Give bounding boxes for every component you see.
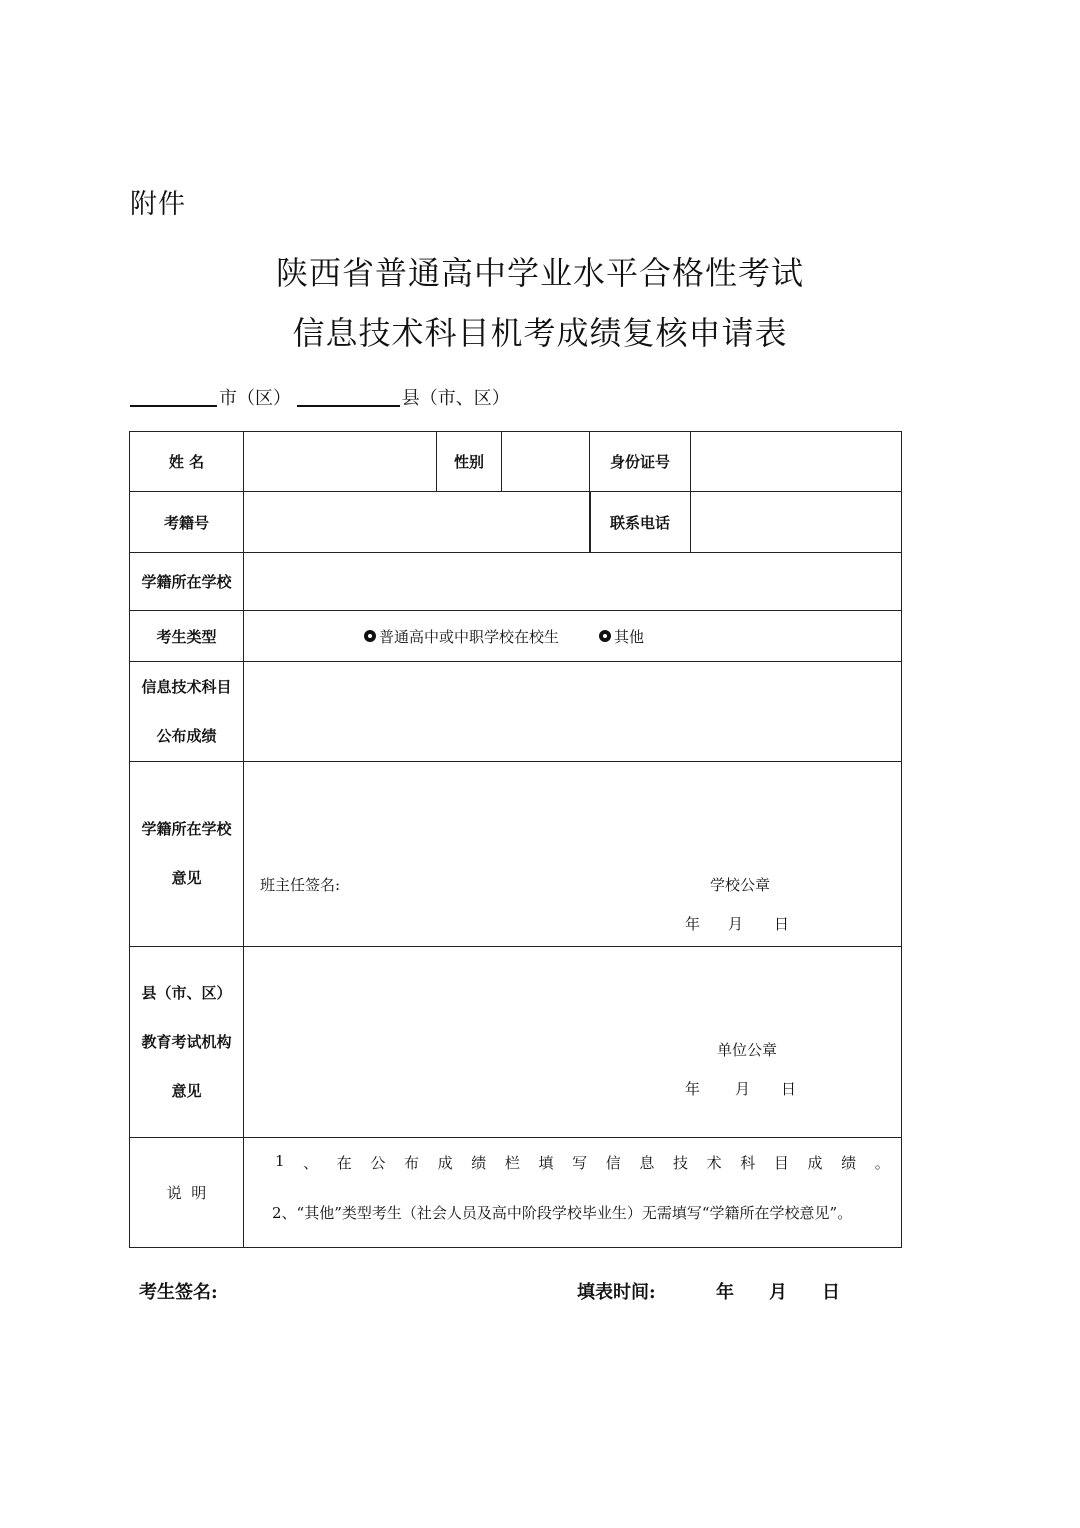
school-date-year: 年	[685, 915, 701, 933]
school-date-day: 日	[774, 915, 790, 933]
region-line	[130, 384, 510, 410]
candidate-type-label: 考生类型	[129, 610, 244, 662]
note-char: 栏	[504, 1154, 520, 1172]
note-char: 成	[437, 1154, 453, 1172]
name-label: 姓 名	[129, 431, 244, 492]
city-label: 市（区）	[219, 388, 291, 409]
note-char: 目	[773, 1154, 789, 1172]
unit-seal-label: 单位公章	[717, 1041, 778, 1059]
exam-number-label: 考籍号	[129, 491, 244, 553]
id-number-label: 身份证号	[589, 431, 691, 492]
exam-number-field[interactable]	[243, 491, 591, 553]
note-char: 信	[605, 1154, 621, 1172]
county-date-month: 月	[735, 1080, 751, 1098]
county-opinion-field[interactable]	[243, 946, 902, 1138]
name-field[interactable]	[243, 431, 437, 492]
annex-label: 附件	[130, 189, 186, 220]
note-char: 布	[404, 1154, 420, 1172]
note-char: 。	[874, 1154, 890, 1172]
note-char: 写	[572, 1154, 588, 1172]
published-score-field[interactable]	[243, 661, 902, 762]
teacher-signature-label: 班主任签名:	[260, 876, 341, 894]
note-char: 在	[336, 1154, 352, 1172]
fill-time-day: 日	[822, 1282, 840, 1303]
phone-label: 联系电话	[589, 491, 691, 553]
note-char: 公	[370, 1154, 386, 1172]
form-title-line-2: 信息技术科目机考成绩复核申请表	[292, 314, 788, 352]
radio-icon	[364, 630, 376, 642]
fill-time-label: 填表时间:	[577, 1282, 656, 1303]
county-date-year: 年	[685, 1080, 701, 1098]
note-char: 技	[673, 1154, 689, 1172]
note-char: 、	[303, 1154, 319, 1172]
note-char: 填	[538, 1154, 554, 1172]
application-form-table	[129, 431, 902, 1248]
type-option-enrolled[interactable]: 普通高中或中职学校在校生	[364, 626, 559, 647]
type-option-other[interactable]: 其他	[599, 626, 644, 647]
county-label: 县（市、区）	[401, 388, 510, 409]
note-char: 科	[740, 1154, 756, 1172]
fill-time-year: 年	[716, 1282, 734, 1303]
school-date-month: 月	[728, 915, 744, 933]
note-line-2: 2、“其他”类型考生（社会人员及高中阶段学校毕业生）无需填写“学籍所在学校意见”。	[272, 1204, 853, 1222]
school-opinion-field[interactable]	[243, 761, 902, 947]
note-char: 成	[807, 1154, 823, 1172]
phone-field[interactable]	[690, 491, 902, 553]
note-char: 绩	[471, 1154, 487, 1172]
county-opinion-label: 县（市、区） 教育考试机构 意见	[129, 946, 244, 1138]
id-number-field[interactable]	[690, 431, 902, 492]
school-label: 学籍所在学校	[129, 552, 244, 611]
note-char: 息	[639, 1154, 655, 1172]
published-score-label: 信息技术科目 公布成绩	[129, 661, 244, 762]
county-date-day: 日	[781, 1080, 797, 1098]
gender-field[interactable]	[501, 431, 590, 492]
city-blank[interactable]	[130, 385, 217, 407]
notes-label: 说 明	[129, 1137, 244, 1248]
school-field[interactable]	[243, 552, 902, 611]
note-char: 术	[706, 1154, 722, 1172]
school-seal-label: 学校公章	[710, 876, 771, 894]
radio-icon	[599, 630, 611, 642]
note-line-1	[275, 1152, 890, 1173]
county-blank[interactable]	[297, 385, 400, 407]
note-char: 绩	[841, 1154, 857, 1172]
form-title-line-1: 陕西省普通高中学业水平合格性考试	[275, 254, 804, 292]
note-char: 1	[275, 1152, 285, 1170]
gender-label: 性别	[436, 431, 502, 492]
candidate-signature-label: 考生签名:	[139, 1282, 218, 1303]
school-opinion-label: 学籍所在学校 意见	[129, 761, 244, 947]
candidate-type-field	[243, 610, 902, 662]
fill-time-month: 月	[769, 1282, 787, 1303]
